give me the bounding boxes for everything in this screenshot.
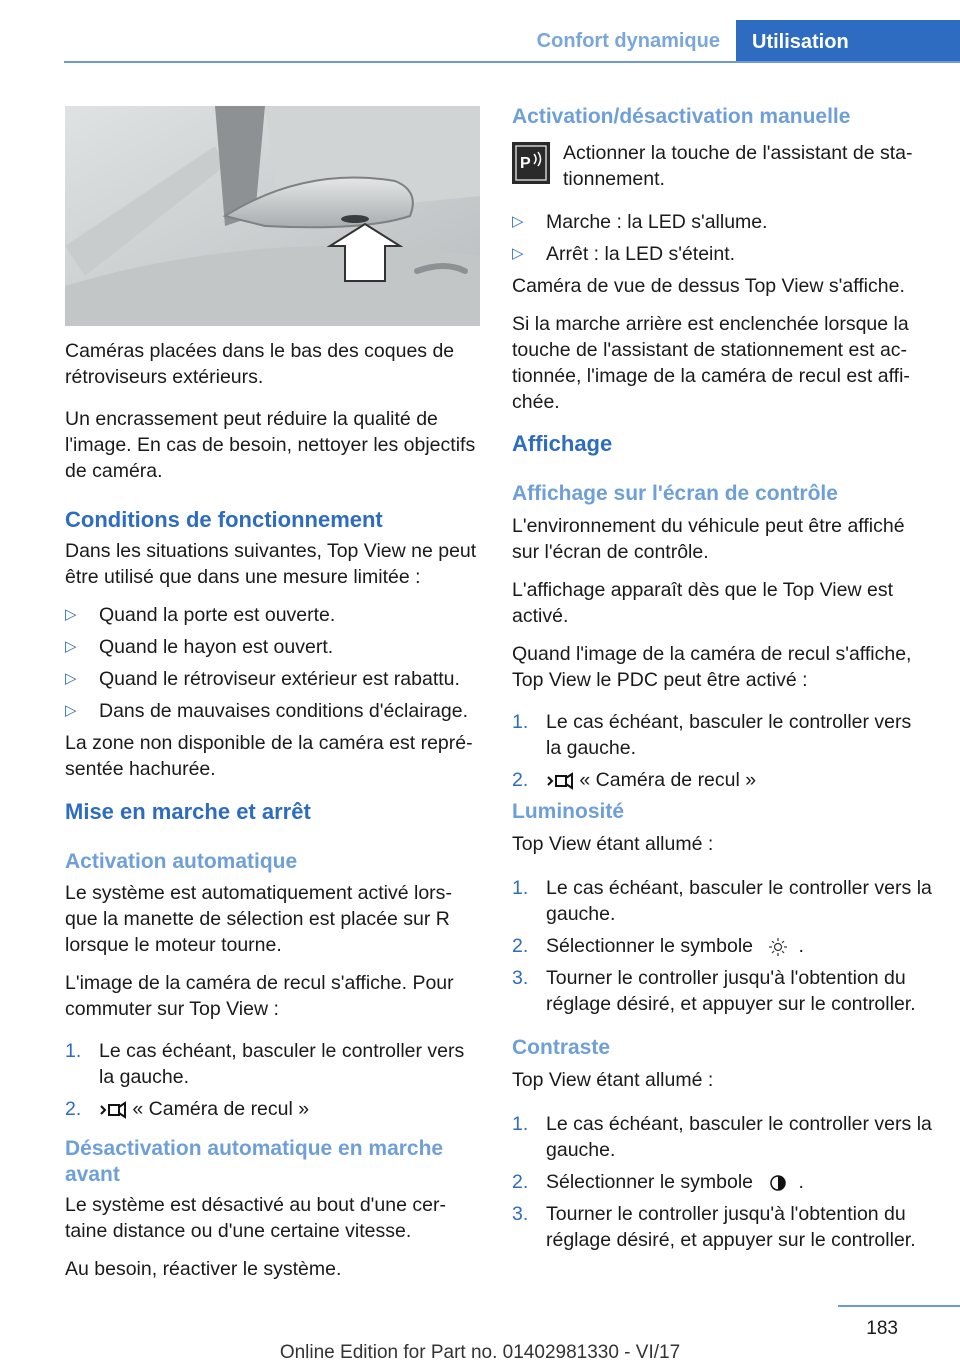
list-item: ▷ Quand la porte est ouverte. (65, 604, 336, 626)
svg-text:P: P (520, 155, 531, 172)
conditions-intro: Dans les situations suivantes, Top View ne peut être utilisé que dans une mesure limitée : (65, 540, 477, 588)
list-item: 2. « Caméra de recul » (512, 769, 757, 791)
auto-activation-text: Le système est automatiquement activé lorsque la manette de sélection est placée sur R lorsque le moteur tourne. (65, 882, 452, 956)
brightness-sun-icon (758, 937, 798, 957)
hatched-note: La zone non disponible de la caméra est représentée hachurée. (65, 732, 473, 780)
topview-shown: Caméra de vue de dessus Top View s'affiche. (512, 275, 905, 297)
list-item: 3. Tourner le controller jusqu'à l'obtention du réglage désiré, et appuyer sur le controller. (512, 1203, 916, 1251)
list-item: 1. Le cas échéant, basculer le controller vers la gauche. (65, 1040, 465, 1088)
list-item: ▷ Dans de mauvaises conditions d'éclairage. (65, 700, 469, 722)
header-rule (64, 61, 960, 63)
triangle-bullet-icon: ▷ (65, 702, 77, 719)
heading-display: Affichage (512, 431, 613, 456)
triangle-bullet-icon: ▷ (65, 606, 77, 623)
parking-assist-button-icon (512, 142, 550, 184)
heading-on-off: Mise en marche et arrêt (65, 799, 311, 824)
list-item: 1. Le cas échéant, basculer le controller vers la gauche. (512, 877, 932, 925)
heading-conditions: Conditions de fonctionnement (65, 507, 383, 532)
deactivation-text-2: Au besoin, réactiver le système. (65, 1258, 342, 1280)
heading-brightness: Luminosité (512, 800, 625, 823)
rear-camera-icon (546, 771, 574, 791)
triangle-bullet-icon: ▷ (512, 213, 524, 230)
conditions-list (65, 602, 477, 724)
display-text-3: Quand l'image de la caméra de recul s'affiche, Top View le PDC peut être activé : (512, 643, 912, 691)
triangle-bullet-icon: ▷ (65, 638, 77, 655)
heading-contrast: Contraste (512, 1036, 611, 1059)
triangle-bullet-icon: ▷ (65, 670, 77, 687)
brightness-intro: Top View étant allumé : (512, 833, 714, 855)
heading-manual: Activation/désactivation manuelle (512, 105, 851, 128)
auto-activation-text-2: L'image de la caméra de recul s'affiche. Pour commuter sur Top View : (65, 972, 454, 1020)
deactivation-text: Le système est désactivé au bout d'une certaine distance ou d'une certaine vitesse. (65, 1194, 446, 1242)
heading-auto-activation: Activation automatique (65, 850, 298, 873)
list-item: 1. Le cas échéant, basculer le controller vers la gauche. (512, 1113, 932, 1161)
photo-caption: Caméras placées dans le bas des coques de rétroviseurs extérieurs. (65, 340, 455, 388)
cleaning-note: Un encrassement peut réduire la qualité de l'image. En cas de besoin, nettoyer les objectifs de caméra. (65, 408, 476, 482)
triangle-bullet-icon: ▷ (512, 245, 524, 262)
display-text-2: L'affichage apparaît dès que le Top View est activé. (512, 579, 894, 627)
chapter-tab: Utilisation (736, 20, 960, 62)
list-item: 2. « Caméra de recul » (65, 1098, 310, 1120)
heading-display-screen: Affichage sur l'écran de contrôle (512, 482, 838, 505)
reverse-gear-text: Si la marche arrière est enclenchée lorsque la touche de l'assistant de stationnement est actionnée, l'image de la caméra de recul est affichée. (512, 313, 910, 413)
contrast-icon (758, 1173, 798, 1193)
list-item: ▷ Arrêt : la LED s'éteint. (512, 243, 736, 265)
heading-auto-deactivation: Désactivation automatique en marche avant (65, 1137, 444, 1186)
edition-line: Online Edition for Part no. 01402981330 - VI/17 (279, 1342, 681, 1363)
list-item: ▷ Quand le hayon est ouvert. (65, 636, 334, 658)
list-item: ▷ Quand le rétroviseur extérieur est rabattu. (65, 668, 460, 690)
list-item: 2. Sélectionner le symbole . (512, 1171, 804, 1193)
list-item: 3. Tourner le controller jusqu'à l'obtention du réglage désiré, et appuyer sur le controller. (512, 967, 916, 1015)
display-text-1: L'environnement du véhicule peut être affiché sur l'écran de contrôle. (512, 515, 905, 563)
list-item: 1. Le cas échéant, basculer le controller vers la gauche. (512, 711, 912, 759)
list-item: 2. Sélectionner le symbole . (512, 935, 804, 957)
page-number: 183 (866, 1318, 898, 1339)
section-title: Confort dynamique (536, 30, 720, 52)
mirror-camera-photo (65, 106, 480, 326)
rear-camera-icon (99, 1100, 127, 1120)
footer-rule (838, 1305, 960, 1307)
list-item: ▷ Marche : la LED s'allume. (512, 211, 768, 233)
manual-text: Actionner la touche de l'assistant de stationnement. (563, 142, 913, 190)
page-header (0, 0, 960, 64)
contrast-intro: Top View étant allumé : (512, 1069, 714, 1091)
